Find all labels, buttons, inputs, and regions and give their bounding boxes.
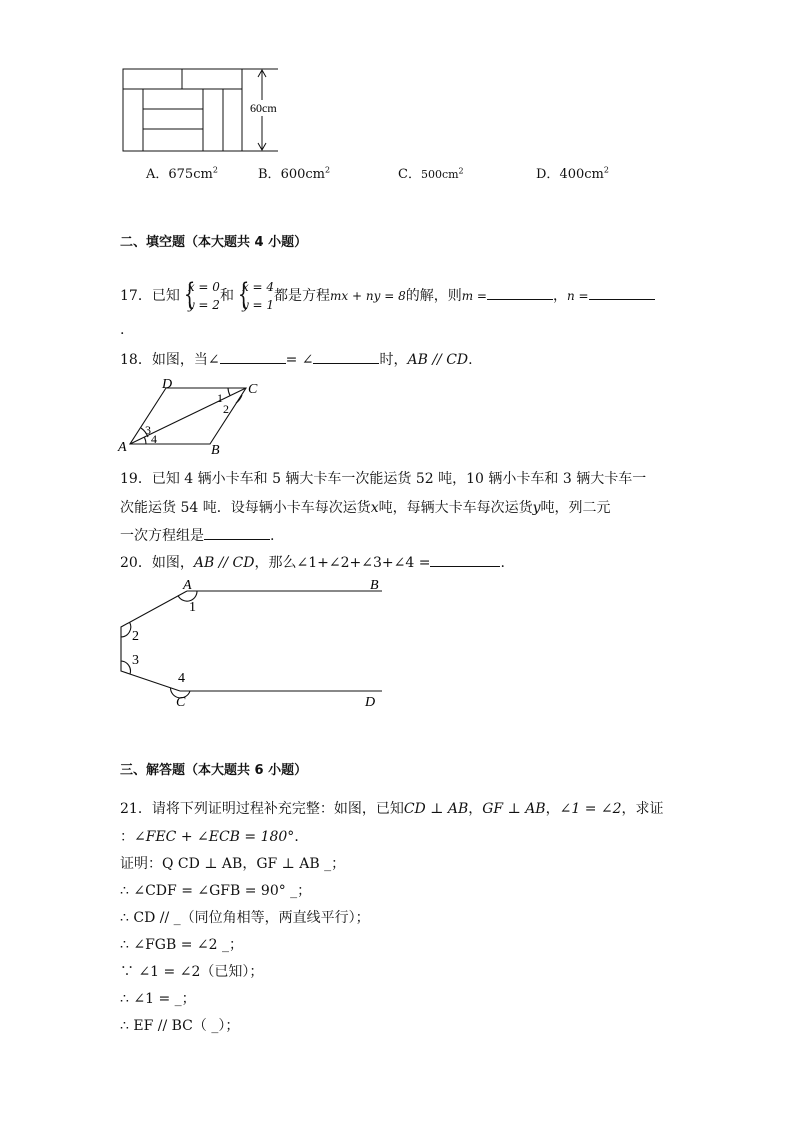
svg-text:1: 1 (189, 600, 196, 615)
answer-blank-angle-1[interactable] (220, 351, 286, 364)
proof-line-1: 证明：Q CD ⊥ AB，GF ⊥ AB _； (120, 856, 346, 872)
system-2: { x = 4 y = 1 (237, 277, 275, 312)
answer-blank-angle-2[interactable] (313, 351, 379, 364)
svg-text:D: D (162, 377, 173, 392)
svg-text:A: A (183, 578, 192, 593)
svg-text:A: A (118, 440, 127, 455)
answer-blank-n[interactable] (589, 287, 655, 300)
svg-text:1: 1 (217, 391, 223, 405)
dimension-label: 60cm (250, 101, 277, 115)
proof-line-4: ∴ ∠FGB = ∠2 _； (120, 937, 243, 953)
q16-figure (118, 64, 293, 156)
question-18: 18．如图，当∠ = ∠ 时，AB // CD. (120, 352, 473, 368)
q20-figure (112, 574, 392, 712)
proof-line-7: ∴ EF // BC（ _）； (120, 1018, 240, 1034)
svg-text:4: 4 (178, 671, 185, 686)
proof-line-2: ∴ ∠CDF = ∠GFB = 90° _； (120, 883, 312, 899)
system-1: { x = 0 y = 2 (183, 277, 220, 312)
svg-text:B: B (211, 443, 220, 456)
svg-text:2: 2 (132, 629, 139, 644)
question-21-line-1: 21．请将下列证明过程补充完整：如图，已知CD ⊥ AB，GF ⊥ AB，∠1 = ∠2，求证 (120, 801, 664, 817)
question-20: 20．如图，AB // CD，那么∠1+∠2+∠3+∠4 = . (120, 555, 505, 571)
proof-line-3: ∴ CD // _（同位角相等，两直线平行）； (120, 910, 370, 926)
svg-text:3: 3 (145, 423, 151, 437)
svg-text:4: 4 (151, 432, 157, 446)
section-2-title: 二、填空题（本大题共 4 小题） (120, 235, 308, 250)
q18-figure (116, 376, 266, 456)
question-17: 17．已知 { x = 0 y = 2 和 { x = 4 y = 1 都是方程mx + ny = 8的解，则m = ，n = (120, 278, 655, 314)
proof-line-6: ∴ ∠1 = _； (120, 991, 196, 1007)
svg-text:C: C (248, 382, 258, 397)
svg-text:2: 2 (223, 402, 229, 416)
svg-text:3: 3 (132, 653, 139, 668)
question-19-line-3: 一次方程组是 . (120, 528, 275, 544)
question-19-line-1: 19．已知 4 辆小卡车和 5 辆大卡车一次能运货 52 吨，10 辆小卡车和 3 辆大卡车一 (120, 471, 647, 487)
answer-blank-system[interactable] (204, 527, 270, 540)
svg-text:C: C (176, 695, 186, 710)
svg-text:D: D (365, 695, 376, 710)
proof-line-5: ∵ ∠1 = ∠2（已知）； (120, 964, 264, 980)
q17-end-mark: . (120, 322, 125, 338)
svg-text:B: B (370, 578, 379, 593)
section-3-title: 三、解答题（本大题共 6 小题） (120, 763, 308, 778)
option-d: D．$400cm^2$ (536, 165, 609, 182)
question-19-line-2: 次能运货 54 吨．设每辆小卡车每次运货x吨，每辆大卡车每次运货y吨，列二元 (120, 500, 611, 516)
option-a: A．$675cm^2$ (146, 165, 218, 182)
option-c: C．$500cm^2$ (398, 166, 464, 182)
option-b: B．$600cm^2$ (258, 165, 331, 182)
answer-blank-m[interactable] (487, 287, 553, 300)
answer-blank-sum[interactable] (430, 554, 500, 567)
question-21-line-2: ：∠FEC + ∠ECB = 180°． (120, 829, 309, 845)
